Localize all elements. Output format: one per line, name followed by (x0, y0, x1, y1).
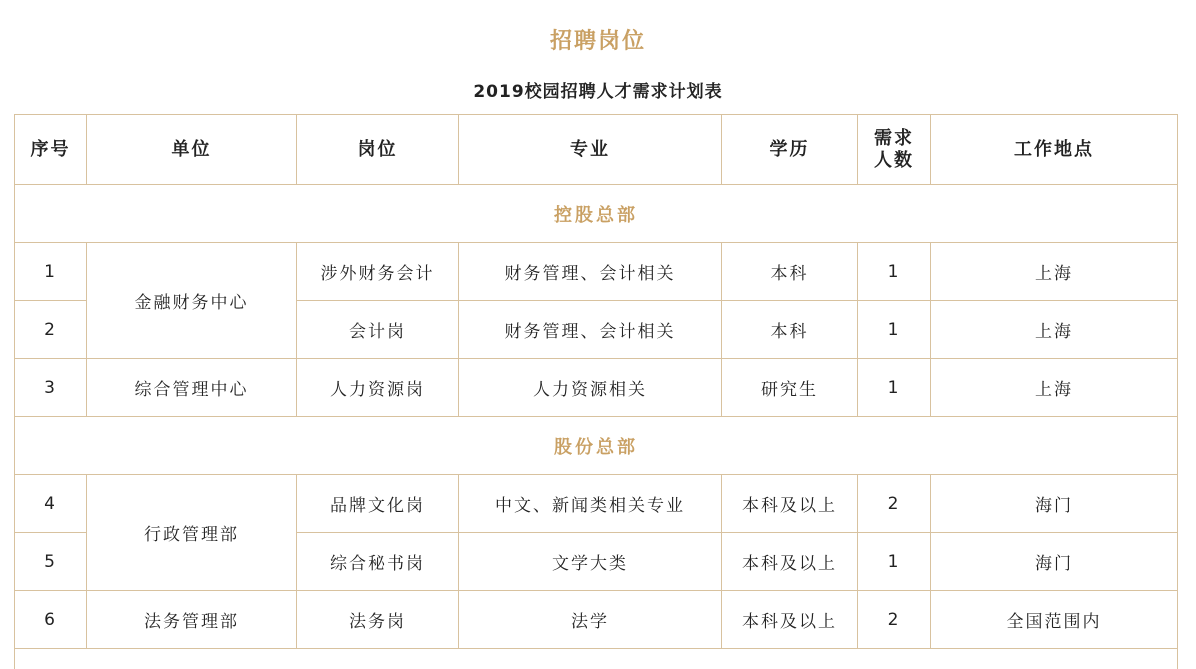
cell-count: 2 (858, 591, 931, 649)
header-education: 学历 (722, 115, 858, 185)
cell-count: 1 (858, 359, 931, 417)
header-unit: 单位 (87, 115, 297, 185)
cell-major: 法学 (459, 591, 722, 649)
cell-position: 法务岗 (297, 591, 459, 649)
group-label: 股份总部 (15, 417, 1178, 475)
header-demand-count (858, 115, 931, 185)
cell-position: 会计岗 (297, 301, 459, 359)
table-row (15, 591, 1178, 649)
table-row (15, 359, 1178, 417)
cell-position: 综合秘书岗 (297, 533, 459, 591)
header-location: 工作地点 (931, 115, 1178, 185)
cell-unit: 金融财务中心 (87, 243, 297, 359)
cell-location: 上海 (931, 359, 1178, 417)
recruitment-plan-table (14, 114, 1178, 669)
cell-location: 全国范围内 (931, 591, 1178, 649)
cell-education: 研究生 (722, 359, 858, 417)
cell-major: 文学大类 (459, 533, 722, 591)
header-demand-line1: 需求 (874, 128, 914, 149)
cell-count: 1 (858, 533, 931, 591)
cell-education: 本科 (722, 301, 858, 359)
cell-location: 海门 (931, 533, 1178, 591)
header-index: 序号 (15, 115, 87, 185)
cell-major: 中文、新闻类相关专业 (459, 475, 722, 533)
table-row (15, 243, 1178, 301)
cell-location: 上海 (931, 243, 1178, 301)
cell-education: 本科及以上 (722, 533, 858, 591)
cell-position: 人力资源岗 (297, 359, 459, 417)
cell-unit: 综合管理中心 (87, 359, 297, 417)
cell-position: 涉外财务会计 (297, 243, 459, 301)
table-row (15, 475, 1178, 533)
cell-unit: 法务管理部 (87, 591, 297, 649)
cell-education: 本科 (722, 243, 858, 301)
cell-major: 财务管理、会计相关 (459, 301, 722, 359)
cell-major: 财务管理、会计相关 (459, 243, 722, 301)
cell-location: 海门 (931, 475, 1178, 533)
group-label: 控股总部 (15, 185, 1178, 243)
table-title: 2019校园招聘人才需求计划表 (0, 77, 1196, 102)
cell-position: 品牌文化岗 (297, 475, 459, 533)
cell-index: 3 (15, 359, 87, 417)
cell-count: 1 (858, 243, 931, 301)
cell-education: 本科及以上 (722, 475, 858, 533)
cell-count: 1 (858, 301, 931, 359)
cell-index: 6 (15, 591, 87, 649)
group-row-stock-hq (15, 417, 1178, 475)
cell-education: 本科及以上 (722, 591, 858, 649)
page-title: 招聘岗位 (0, 24, 1196, 55)
table-header-row (15, 115, 1178, 185)
cell-major: 人力资源相关 (459, 359, 722, 417)
cell-index: 2 (15, 301, 87, 359)
header-position: 岗位 (297, 115, 459, 185)
cell-count: 2 (858, 475, 931, 533)
cell-index: 1 (15, 243, 87, 301)
cell-index: 5 (15, 533, 87, 591)
header-major: 专业 (459, 115, 722, 185)
cell-location: 上海 (931, 301, 1178, 359)
group-row-holding-hq (15, 185, 1178, 243)
header-demand-line2: 人数 (874, 150, 914, 171)
cell-unit: 行政管理部 (87, 475, 297, 591)
cell-index: 4 (15, 475, 87, 533)
